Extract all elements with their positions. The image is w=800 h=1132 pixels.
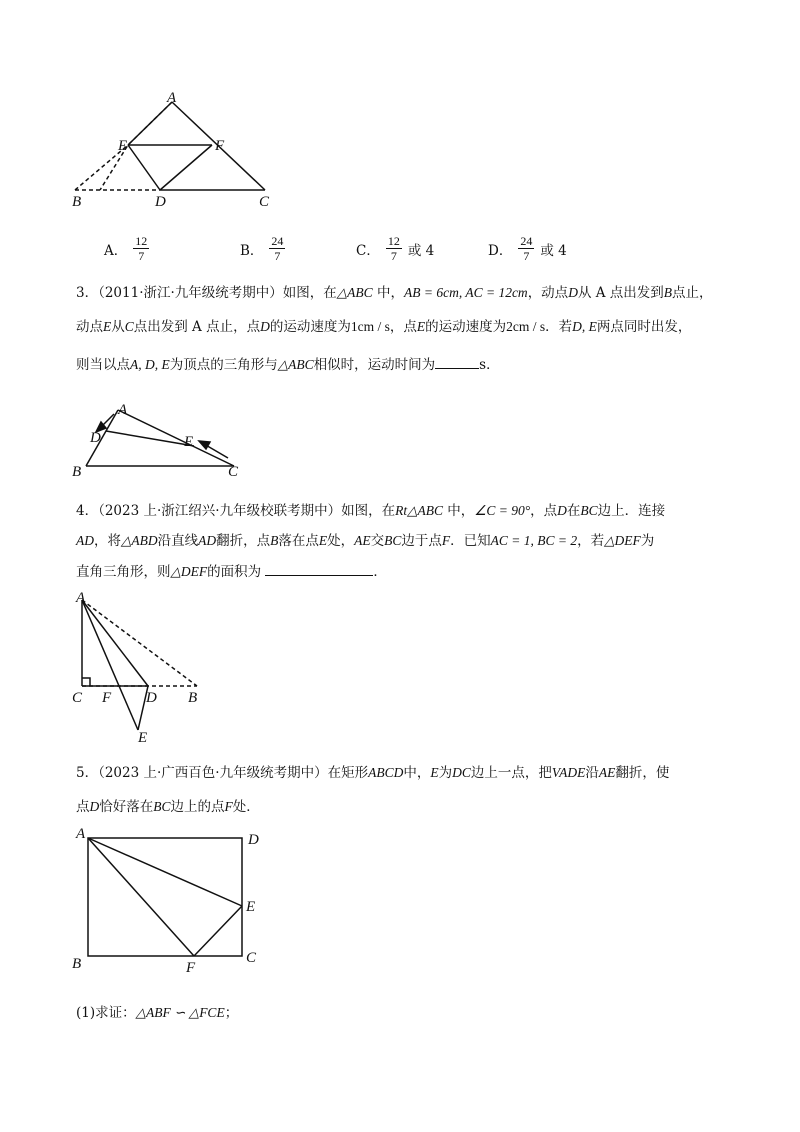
choice-letter: B．: [240, 242, 264, 259]
q5-rect-abcd: [88, 838, 242, 956]
figure-q5-rectangle: [66, 826, 276, 976]
q4-line-ae: [82, 600, 138, 730]
q4-line-ad: [82, 600, 148, 686]
figure1-label-e: E: [118, 138, 128, 154]
q5-label-d: D: [248, 832, 259, 848]
figure1-label-a: A: [167, 90, 177, 106]
q3-line-1: 3．（2011·浙江·九年级统考期中）如图，在△ABC 中，AB = 6cm, AC = 12cm，动点D从 A 点出发到B点止，: [76, 285, 713, 301]
q4-line-2: AD，将△ABD沿直线AD翻折，点B落在点E处，AE交BC边于点F．已知AC = 1, BC = 2，若△DEF为: [76, 533, 655, 549]
q3-label-b: B: [72, 464, 82, 480]
figure1-line-fd: [160, 145, 212, 190]
q3-label-e: E: [184, 434, 194, 450]
q5-label-b: B: [72, 956, 82, 972]
fraction: $\frac{24}{7}$: [520, 234, 533, 263]
q5-line-af: [88, 838, 194, 956]
q4-label-c: C: [72, 690, 83, 706]
figure1-label-c: C: [259, 194, 270, 210]
figure-triangle-abc-top: [60, 90, 300, 220]
q4-answer-blank[interactable]: [265, 575, 373, 576]
q5-label-f: F: [186, 960, 196, 976]
q4-label-d: D: [146, 690, 157, 706]
fraction: $\frac{12}{7}$: [135, 234, 148, 263]
q5-label-c: C: [246, 950, 257, 966]
figure-q4-triangle: [62, 586, 222, 746]
choice-c[interactable]: C． $\frac{12}{7}$ 或 4: [356, 234, 435, 263]
q4-line-3: 直角三角形，则△DEF的面积为 ．: [76, 564, 387, 580]
q5-line-fe: [194, 906, 242, 956]
q5-part-1: (1)求证：△ABF ∽ △FCE；: [76, 1005, 239, 1021]
figure1-line-ae: [128, 102, 172, 145]
q4-right-angle-mark: [82, 678, 90, 686]
q4-label-b: B: [188, 690, 198, 706]
choice-a[interactable]: [104, 234, 155, 263]
q4-label-e: E: [138, 730, 148, 746]
q3-label-c: C: [228, 464, 239, 480]
q3-answer-blank[interactable]: [435, 368, 479, 369]
q3-line-2: 动点E从C点出发到 A 点止，点D的运动速度为1cm / s，点E的运动速度为2cm / s．若D, E两点同时出发，: [76, 319, 692, 335]
choice-letter: A．: [104, 242, 128, 259]
figure-q3-triangle: [66, 398, 256, 478]
q4-line-ab-dashed: [82, 600, 197, 686]
q3-line-ac: [118, 410, 234, 466]
q5-line-1: 5．（2023 上·广西百色·九年级统考期中）在矩形ABCD中，E为DC边上一点，把VADE沿AE翻折，使: [76, 765, 670, 781]
q4-line-1: 4．（2023 上·浙江绍兴·九年级校联考期中）如图，在Rt△ABC 中，∠C = 90°，点D在BC边上．连接: [76, 503, 666, 519]
choice-letter: D．: [488, 242, 513, 259]
choice-b[interactable]: [240, 234, 291, 263]
fraction: $\frac{24}{7}$: [271, 234, 284, 263]
fraction: $\frac{12}{7}$: [387, 234, 400, 263]
q5-label-e: E: [246, 899, 256, 915]
figure1-line-ab-dashed: [100, 102, 172, 190]
q3-line-de: [106, 431, 194, 446]
q4-label-f: F: [102, 690, 112, 706]
q3-arrow-head-e: [199, 441, 210, 449]
q4-label-a: A: [76, 590, 86, 606]
q5-line-ae: [88, 838, 242, 906]
q3-label-a: A: [118, 402, 128, 418]
q3-label-d: D: [90, 430, 101, 446]
choice-d[interactable]: D． $\frac{24}{7}$ 或 4: [488, 234, 567, 263]
figure1-line-ed: [128, 145, 160, 190]
figure1-label-b: B: [72, 194, 82, 210]
choice-letter: C．: [356, 242, 380, 259]
q5-label-a: A: [76, 826, 86, 842]
figure1-label-d: D: [155, 194, 166, 210]
q3-line-3: 则当以点A, D, E为顶点的三角形与△ABC相似时，运动时间为 s．: [76, 357, 500, 373]
q5-line-2: 点D恰好落在BC边上的点F处．: [76, 799, 260, 815]
figure1-label-f: F: [215, 138, 225, 154]
